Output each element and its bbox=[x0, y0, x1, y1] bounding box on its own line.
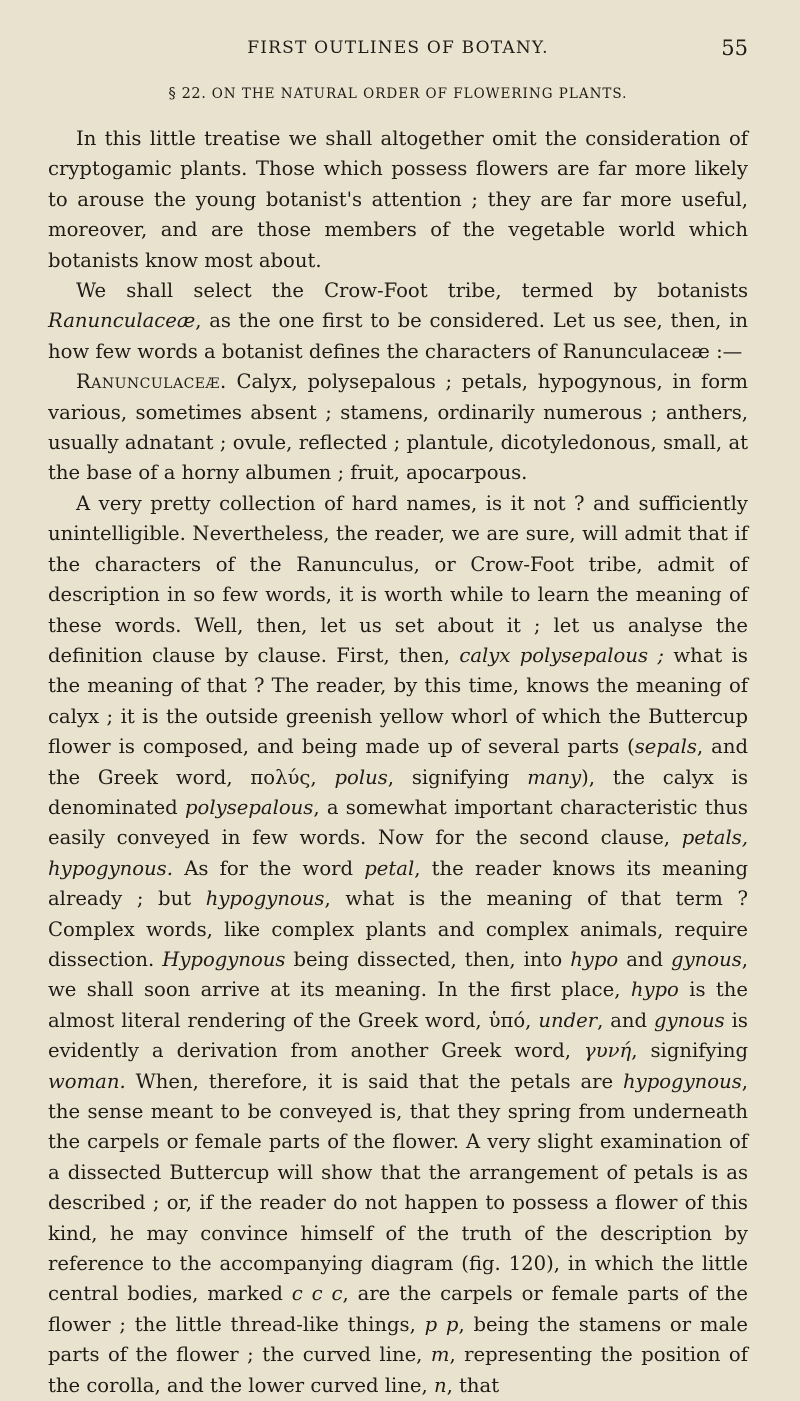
text-span: being dissected, then, into bbox=[285, 947, 571, 971]
running-head bbox=[48, 36, 748, 62]
text-span: A very pretty collection of hard names, is it not ? and sufficiently unintelligible. Nevertheless, the reader, we are sure, will admit that if the characters of the Ranunculus, or Crow-Foot tribe, admit of description in so few words, it is worth while to learn the meaning of these words. Well, then, let us set about it ; let us analyse the definition clause by clause. First, then, bbox=[48, 491, 748, 667]
text-span: , we shall soon arrive at its meaning. In the first place, bbox=[48, 947, 748, 1002]
text-span: When, therefore, it is said that the petals are bbox=[125, 1069, 624, 1093]
text-span: , being the stamens or male parts of the flower ; the curved line, bbox=[48, 1312, 748, 1367]
text-span: and bbox=[618, 947, 672, 971]
term-ranunculaceae: Ranunculaceæ bbox=[48, 309, 196, 333]
term-petals-hypogynous: petals, hypogynous. bbox=[48, 826, 748, 880]
definition-text: Calyx, polysepalous ; petals, hypogynous, in form various, sometimes absent ; stamens, ordinarily numerous ; anthers, usually adnatant ; ovule, reflected ; plantule, dicotyledonous, small, at the base of a horny albumen ; fruit, apocarpous. bbox=[48, 370, 748, 485]
term-polysepalous: polysepalous bbox=[185, 795, 314, 819]
text-span: is the almost literal rendering of the Greek word, bbox=[48, 978, 748, 1032]
text-span: , that bbox=[446, 1373, 500, 1397]
label-m: m bbox=[430, 1343, 450, 1367]
body-text bbox=[48, 124, 748, 1401]
text-span: , the sense meant to be conveyed is, that they spring from underneath the carpels or female parts of the flower. A very slight examination of a dissected Buttercup will show that the arrangement of petals is as described ; or, if the reader do not happen to possess a flower of this kind, he may convince himself of the truth of the description by reference to the accompanying diagram (fig. 120), in which the little central bodies, marked bbox=[48, 1069, 748, 1306]
text-span: is evidently a derivation from another Greek word, bbox=[48, 1008, 748, 1063]
term-hypogynous: hypogynous bbox=[205, 887, 325, 911]
term-under: under bbox=[538, 1008, 598, 1032]
text-span: , signifying bbox=[631, 1039, 748, 1063]
text-span: what is the meaning of that ? The reader, by this time, knows the meaning of calyx ; it is the outside greenish yellow whorl of which the Buttercup flower is composed, and being made up of several parts ( bbox=[48, 643, 748, 759]
text-span: We shall select the Crow-Foot tribe, termed by botanists bbox=[76, 279, 748, 303]
running-title: FIRST OUTLINES OF BOTANY. bbox=[247, 38, 549, 58]
section-title: ON THE NATURAL ORDER OF FLOWERING PLANTS. bbox=[211, 86, 628, 102]
paragraph-1: In this little treatise we shall altogether omit the consideration of cryptogamic plants. Those which possess flowers are far more likely to arouse the young botanist's attention ; they are far more useful, moreover, and are those members of the vegetable world which botanists know most about. bbox=[48, 127, 748, 272]
label-pp: p p bbox=[424, 1312, 459, 1336]
text-span: , signifying bbox=[387, 765, 528, 789]
label-ccc: c c c bbox=[291, 1282, 343, 1306]
section-heading bbox=[48, 86, 748, 102]
section-number: § 22. bbox=[168, 86, 207, 102]
term-hypogynous-2: Hypogynous bbox=[162, 947, 286, 971]
text-span: , as the one first to be considered. Let us see, then, in how few words a botanist defines the characters of Ranunculaceæ :— bbox=[48, 309, 748, 363]
text-span: , and bbox=[597, 1008, 655, 1032]
text-span: As for the word bbox=[172, 856, 365, 880]
term-petal: petal bbox=[364, 856, 415, 880]
paragraph-4 bbox=[48, 489, 748, 1401]
term-gynous-2: gynous bbox=[654, 1008, 725, 1032]
text-span: , and the Greek word, bbox=[48, 735, 748, 789]
term-gynous: gynous bbox=[671, 947, 742, 971]
text-span: , bbox=[525, 1008, 539, 1032]
term-woman: woman. bbox=[48, 1069, 126, 1093]
term-polus: polus bbox=[334, 765, 388, 789]
text-span: , a somewhat important characteristic thus easily conveyed in few words. Now for the second clause, bbox=[48, 795, 748, 850]
term-hypo-2: hypo bbox=[630, 978, 679, 1002]
definition-heading: Ranunculaceæ. bbox=[76, 370, 227, 394]
text-span: ), the calyx is denominated bbox=[48, 765, 748, 819]
label-n: n bbox=[433, 1373, 447, 1397]
term-sepals: sepals bbox=[634, 735, 697, 759]
text-span: , are the carpels or female parts of the flower ; the little thread-like things, bbox=[48, 1282, 748, 1336]
term-calyx-polysepalous: calyx polysepalous ; bbox=[459, 643, 664, 667]
greek-word-gune: γυνή bbox=[583, 1039, 632, 1063]
paragraph-2 bbox=[48, 276, 748, 367]
text-span: , the reader knows its meaning already ; but bbox=[48, 856, 748, 911]
term-hypogynous-3: hypogynous bbox=[623, 1069, 742, 1093]
page-number: 55 bbox=[721, 36, 748, 60]
paragraph-3-definition bbox=[48, 367, 748, 489]
greek-word-hupo: ὑπό bbox=[488, 1008, 526, 1032]
greek-word-polus: πολύς bbox=[250, 765, 311, 789]
term-many: many bbox=[527, 765, 582, 789]
term-hypo: hypo bbox=[570, 947, 619, 971]
text-span: , representing the position of the corolla, and the lower curved line, bbox=[48, 1343, 748, 1397]
text-span: , bbox=[310, 765, 335, 789]
text-span: , what is the meaning of that term ? Complex words, like complex plants and complex animals, require dissection. bbox=[48, 887, 748, 971]
